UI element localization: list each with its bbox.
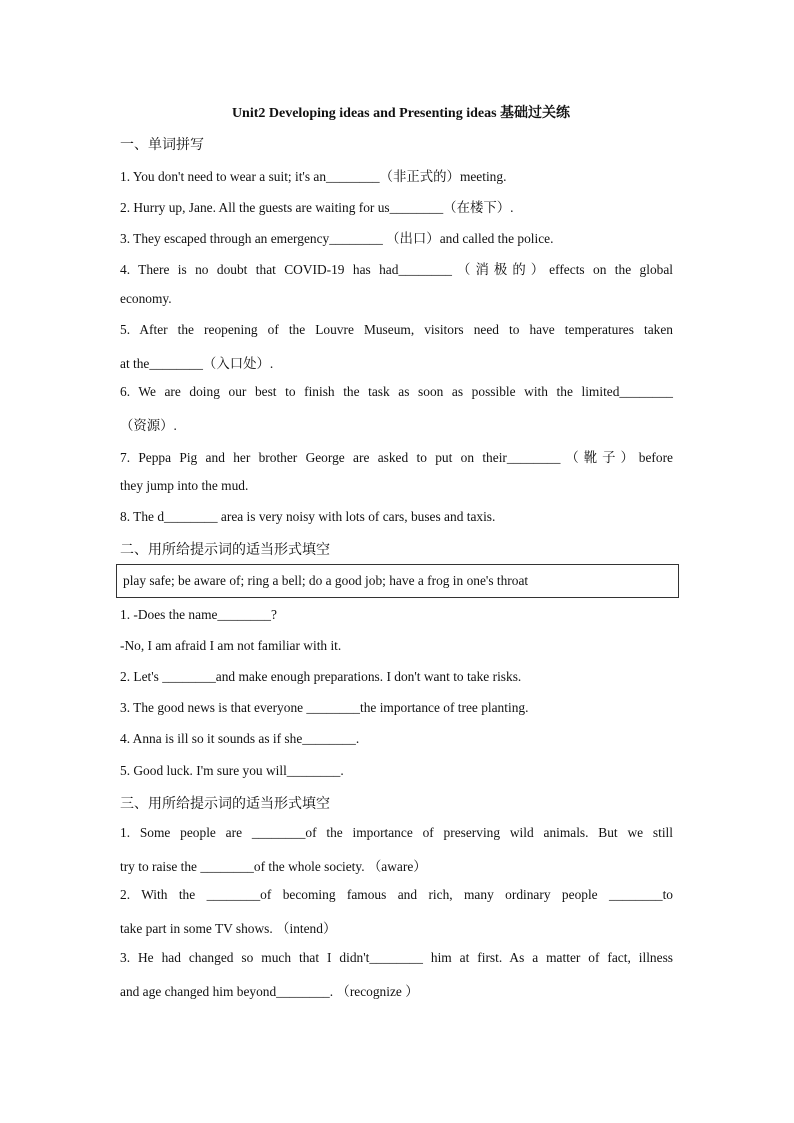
exercise-line: 4. There is no doubt that COVID-19 has had________（消极的）effects on the global (120, 262, 673, 277)
exercise-line: 2. Hurry up, Jane. All the guests are waiting for us________（在楼下）. (120, 200, 514, 215)
exercise-line: 8. The d________ area is very noisy with lots of cars, buses and taxis. (120, 509, 496, 524)
exercise-line: they jump into the mud. (120, 478, 249, 493)
exercise-line: try to raise the ________of the whole society. （aware） (120, 859, 427, 874)
exercise-line: 5. Good luck. I'm sure you will________. (120, 763, 344, 778)
exercise-line: and age changed him beyond________. （recognize ） (120, 984, 419, 999)
exercise-line: 7. Peppa Pig and her brother George are asked to put on their________（靴子）before (120, 450, 673, 465)
section-heading-fill-in-word-forms: 三、用所给提示词的适当形式填空 (120, 797, 330, 812)
exercise-line: at the________（入口处）. (120, 356, 274, 371)
word-bank-box (116, 564, 679, 598)
exercise-line: 6. We are doing our best to finish the task as soon as possible with the limited________ (120, 384, 673, 399)
exercise-line: 2. Let's ________and make enough preparations. I don't want to take risks. (120, 669, 522, 684)
exercise-line: economy. (120, 291, 172, 306)
exercise-line: 1. Some people are ________of the importance of preserving wild animals. But we still (120, 825, 673, 840)
exercise-line: 3. The good news is that everyone ________the importance of tree planting. (120, 700, 529, 715)
section-heading-fill-in-phrases: 二、用所给提示词的适当形式填空 (120, 543, 330, 558)
section-heading-spelling: 一、单词拼写 (120, 138, 204, 153)
exercise-line: -No, I am afraid I am not familiar with it. (120, 638, 342, 653)
exercise-line: 1. -Does the name________? (120, 607, 277, 622)
exercise-line: 4. Anna is ill so it sounds as if she________. (120, 731, 360, 746)
exercise-line: 3. He had changed so much that I didn't________ him at first. As a matter of fact, illness (120, 950, 673, 965)
exercise-line: 1. You don't need to wear a suit; it's an________（非正式的）meeting. (120, 169, 507, 184)
exercise-line: 3. They escaped through an emergency________ （出口）and called the police. (120, 231, 554, 246)
exercise-line: take part in some TV shows. （intend） (120, 921, 337, 936)
page-title: Unit2 Developing ideas and Presenting ideas 基础过关练 (231, 106, 571, 121)
exercise-line: 5. After the reopening of the Louvre Museum, visitors need to have temperatures taken (120, 322, 673, 337)
exercise-line: 2. With the ________of becoming famous and rich, many ordinary people ________to (120, 887, 673, 902)
exercise-line: （资源）. (120, 418, 177, 433)
word-bank-text: play safe; be aware of; ring a bell; do a good job; have a frog in one's throat (123, 573, 529, 588)
